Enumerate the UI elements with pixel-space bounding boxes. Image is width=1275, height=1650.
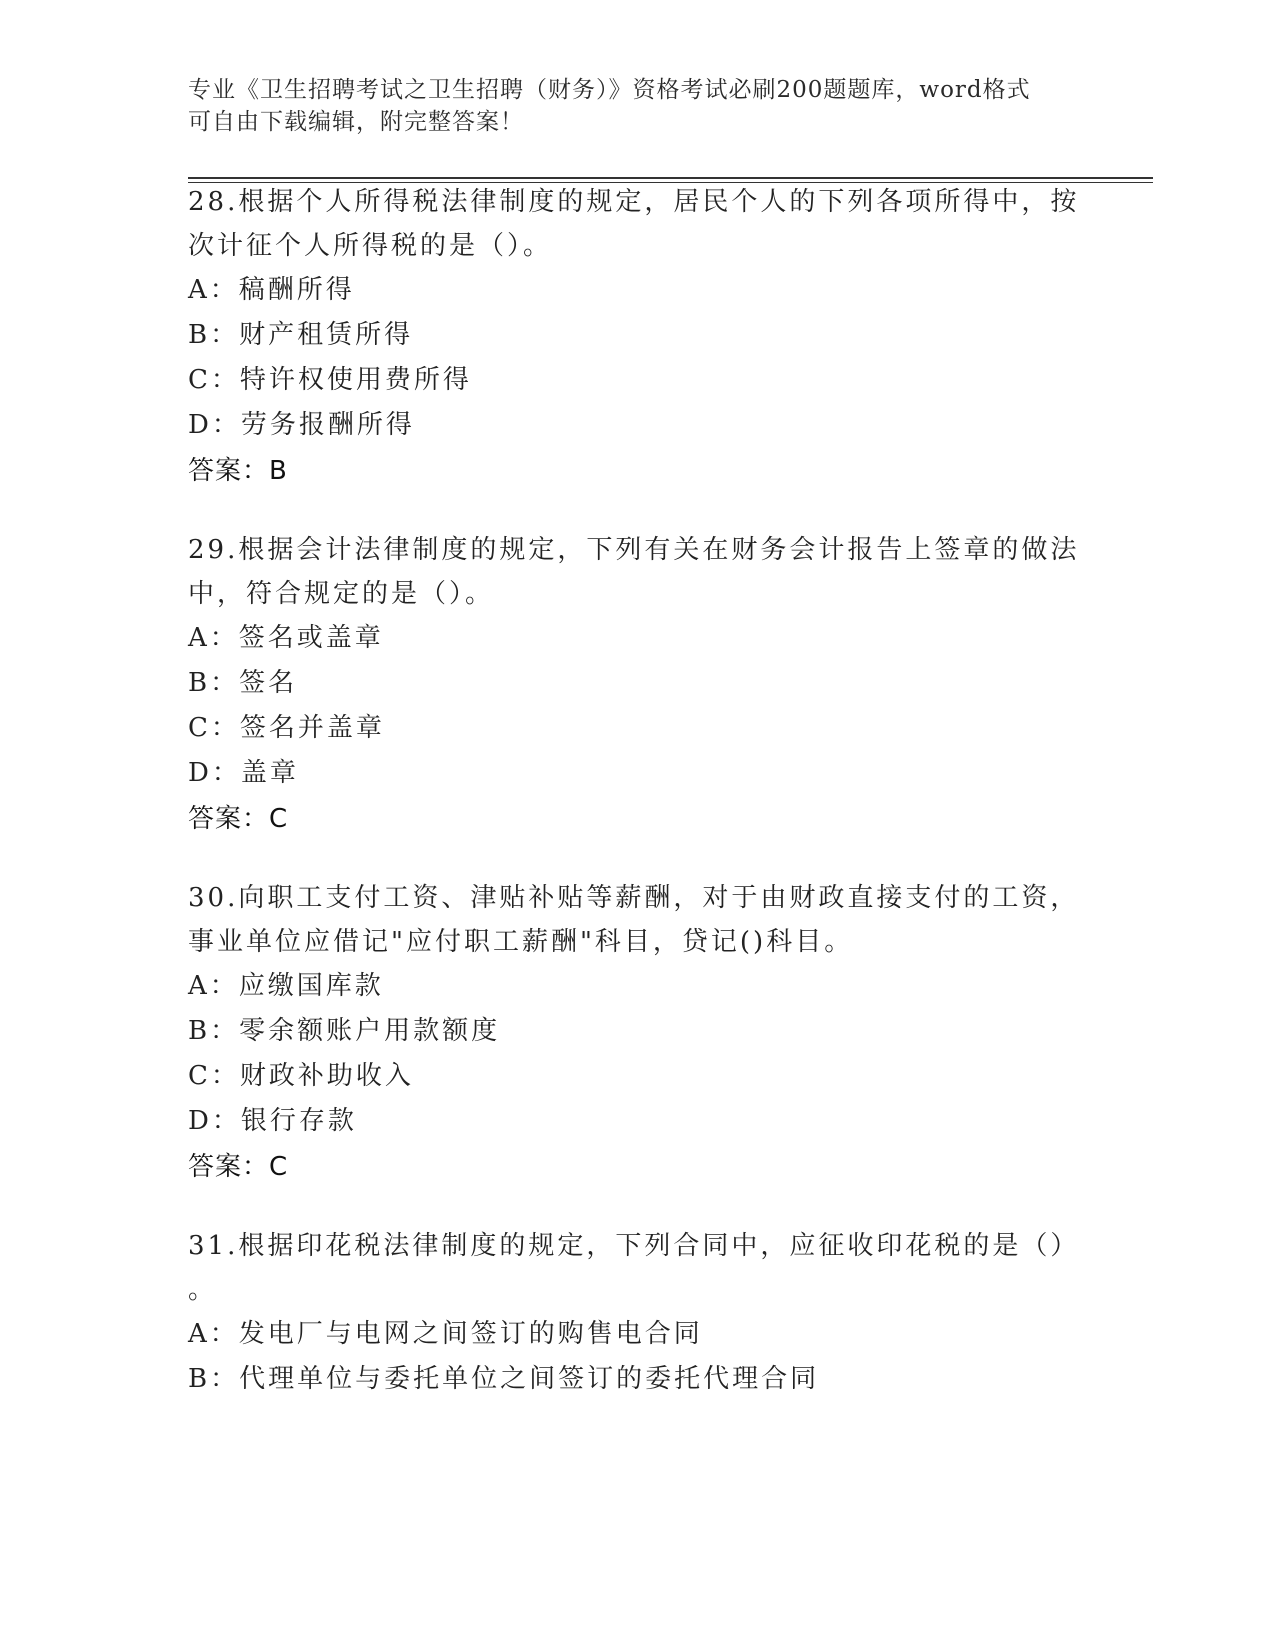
option-a: A：发电厂与电网之间签订的购售电合同 — [188, 1319, 703, 1349]
answer-line: 答案：B — [188, 456, 288, 486]
answer-line: 答案：C — [188, 1152, 289, 1182]
question-stem-line: 28.根据个人所得税法律制度的规定，居民个人的下列各项所得中，按 — [188, 187, 1080, 217]
option-a: A：稿酬所得 — [188, 275, 355, 305]
option-b: B：代理单位与委托单位之间签订的委托代理合同 — [188, 1364, 820, 1394]
question-28 — [188, 180, 1088, 494]
option-b: B：财产租赁所得 — [188, 320, 414, 350]
question-stem-line: 30.向职工支付工资、津贴补贴等薪酬，对于由财政直接支付的工资， — [188, 883, 1080, 913]
question-30 — [188, 876, 1088, 1190]
question-stem-line: 事业单位应借记"应付职工薪酬"科目，贷记()科目。 — [188, 927, 854, 957]
question-stem-line: 中，符合规定的是（）。 — [188, 579, 495, 609]
header-line-1: 专业《卫生招聘考试之卫生招聘（财务）》资格考试必刷200题题库，word格式 — [188, 77, 1031, 103]
option-c: C：特许权使用费所得 — [188, 365, 472, 395]
question-31 — [188, 1224, 1088, 1402]
question-stem-line: 29.根据会计法律制度的规定，下列有关在财务会计报告上签章的做法 — [188, 535, 1080, 565]
answer-line: 答案：C — [188, 804, 289, 834]
option-d: D：劳务报酬所得 — [188, 410, 415, 440]
option-d: D：盖章 — [188, 758, 299, 788]
question-stem-line: 31.根据印花税法律制度的规定，下列合同中，应征收印花税的是（） — [188, 1231, 1080, 1261]
question-29 — [188, 528, 1088, 842]
document-header — [188, 74, 1088, 138]
question-stem-line: 。 — [188, 1275, 218, 1305]
header-line-2: 可自由下载编辑，附完整答案！ — [188, 109, 524, 135]
question-stem-line: 次计征个人所得税的是（）。 — [188, 231, 553, 261]
option-b: B：零余额账户用款额度 — [188, 1016, 501, 1046]
option-c: C：签名并盖章 — [188, 713, 385, 743]
option-b: B：签名 — [188, 668, 298, 698]
header-divider — [188, 177, 1153, 179]
option-a: A：应缴国库款 — [188, 971, 384, 1001]
option-c: C：财政补助收入 — [188, 1061, 414, 1091]
option-d: D：银行存款 — [188, 1106, 357, 1136]
option-a: A：签名或盖章 — [188, 623, 384, 653]
